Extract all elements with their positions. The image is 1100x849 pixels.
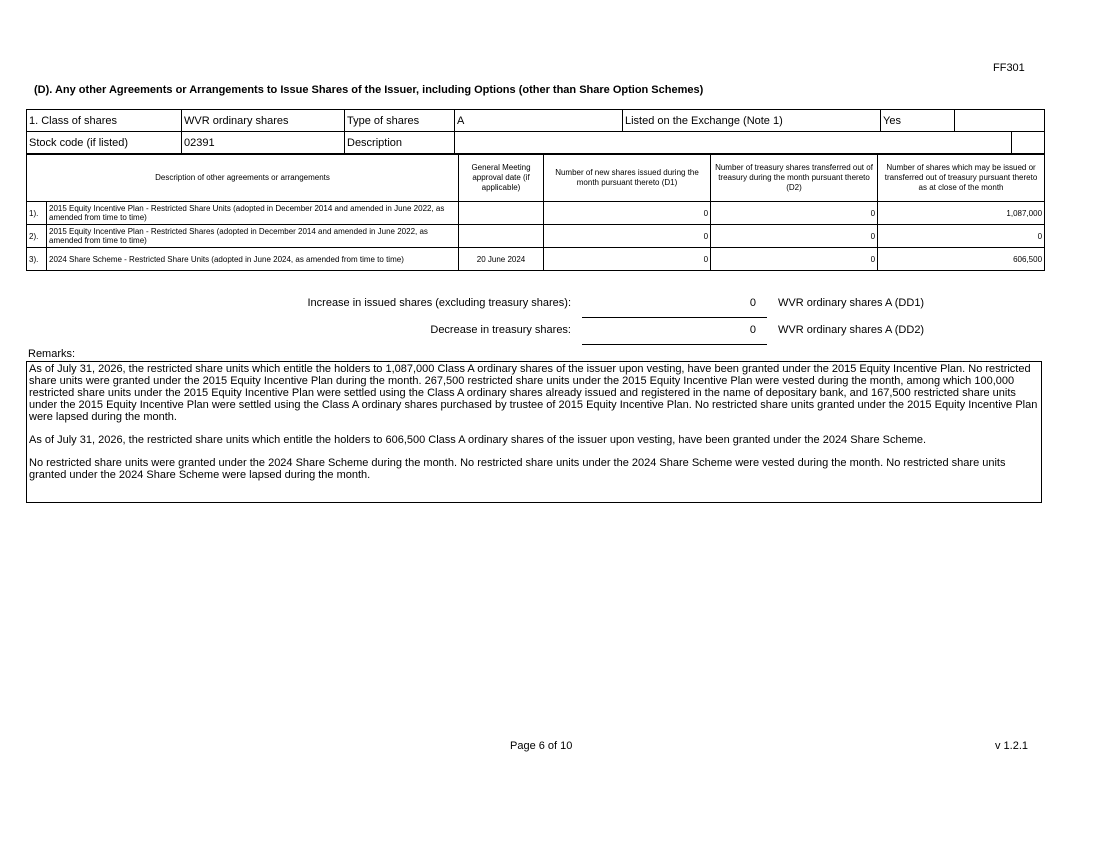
other-arrangements-table <box>26 154 1045 271</box>
class-of-shares-label: 1. Class of shares <box>27 110 182 132</box>
description-value <box>455 132 1012 154</box>
row-index: 1). <box>27 202 47 225</box>
decrease-line <box>582 343 767 345</box>
row-description: 2015 Equity Incentive Plan - Restricted Share Units (adopted in December 2014 and amended in June 2022, as amended from time to time) <box>47 202 459 225</box>
section-title: (D). Any other Agreements or Arrangements to Issue Shares of the Issuer, including Options (other than Share Option Schemes) <box>34 84 704 96</box>
row-d2: 0 <box>711 202 878 225</box>
table-row <box>27 225 1045 248</box>
row-d1: 0 <box>544 202 711 225</box>
stock-code-label: Stock code (if listed) <box>27 132 182 154</box>
type-of-shares-value: A <box>455 110 623 132</box>
increase-value: 0 <box>749 297 756 309</box>
row-index: 3). <box>27 248 47 271</box>
description-end-cell <box>1012 132 1045 154</box>
type-of-shares-label: Type of shares <box>345 110 455 132</box>
remarks-box <box>26 361 1042 503</box>
remarks-paragraph: As of July 31, 2026, the restricted share units which entitle the holders to 606,500 Class A ordinary shares of the issuer upon vesting, have been granted under the 2024 Share Scheme. <box>29 434 927 446</box>
version-label: v 1.2.1 <box>995 740 1029 752</box>
decrease-unit: WVR ordinary shares A (DD2) <box>778 324 925 336</box>
remarks-paragraph: No restricted share units were granted under the 2024 Share Scheme during the month. No restricted share units under the 2024 Share Scheme were vested during the month. No restricted share units granted under the 2024 Share Scheme were lapsed during the month. <box>29 457 1006 481</box>
remarks-paragraph: As of July 31, 2026, the restricted share units which entitle the holders to 1,087,000 Class A ordinary shares of the issuer upon vesting, have been granted under the 2015 Equity Incentive Plan. No restricted share units were granted under the 2015 Equity Incentive Plan during the month. 267,500 restricted share units under the 2015 Equity Incentive Plan were vested during the month, among which 100,000 restricted share units under the 2015 Equity Incentive Plan were settled using the Class A ordinary shares already issued and registered in the name of depositary bank, and 167,500 restricted share units under the 2015 Equity Incentive Plan were settled using the Class A ordinary shares purchased by trustee of 2015 Equity Incentive Plan. No restricted share units granted under the 2015 Equity Incentive Plan were lapsed during the month. <box>29 363 1038 423</box>
form-code: FF301 <box>993 62 1025 74</box>
description-label: Description <box>345 132 455 154</box>
increase-unit: WVR ordinary shares A (DD1) <box>778 297 925 309</box>
class-of-shares-value: WVR ordinary shares <box>182 110 345 132</box>
row-close: 606,500 <box>878 248 1045 271</box>
row-description: 2015 Equity Incentive Plan - Restricted Shares (adopted in December 2014 and amended in June 2022, as amended from time to time) <box>47 225 459 248</box>
row-approval-date <box>459 225 544 248</box>
column-header-close: Number of shares which may be issued or transferred out of treasury pursuant thereto as at close of the month <box>878 155 1045 202</box>
remarks-label: Remarks: <box>28 348 76 360</box>
row-description: 2024 Share Scheme - Restricted Share Units (adopted in June 2024, as amended from time to time) <box>47 248 459 271</box>
increase-label: Increase in issued shares (excluding treasury shares): <box>307 297 571 309</box>
stock-code-value: 02391 <box>182 132 345 154</box>
decrease-label: Decrease in treasury shares: <box>430 324 571 336</box>
column-header-approval-date: General Meeting approval date (if applicable) <box>459 155 544 202</box>
listed-value: Yes <box>881 110 955 132</box>
table-row <box>27 202 1045 225</box>
header-empty-cell <box>955 110 1045 132</box>
row-d1: 0 <box>544 225 711 248</box>
column-header-d2: Number of treasury shares transferred out of treasury during the month pursuant thereto (D2) <box>711 155 878 202</box>
row-close: 0 <box>878 225 1045 248</box>
row-approval-date <box>459 202 544 225</box>
row-d1: 0 <box>544 248 711 271</box>
increase-line <box>582 316 767 318</box>
listed-label: Listed on the Exchange (Note 1) <box>623 110 881 132</box>
row-d2: 0 <box>711 225 878 248</box>
share-class-header-table <box>26 109 1045 154</box>
row-close: 1,087,000 <box>878 202 1045 225</box>
row-d2: 0 <box>711 248 878 271</box>
table-row <box>27 248 1045 271</box>
row-approval-date: 20 June 2024 <box>459 248 544 271</box>
column-header-d1: Number of new shares issued during the month pursuant thereto (D1) <box>544 155 711 202</box>
column-header-description: Description of other agreements or arrangements <box>27 155 459 202</box>
row-index: 2). <box>27 225 47 248</box>
decrease-value: 0 <box>749 324 756 336</box>
page-number: Page 6 of 10 <box>510 740 573 752</box>
